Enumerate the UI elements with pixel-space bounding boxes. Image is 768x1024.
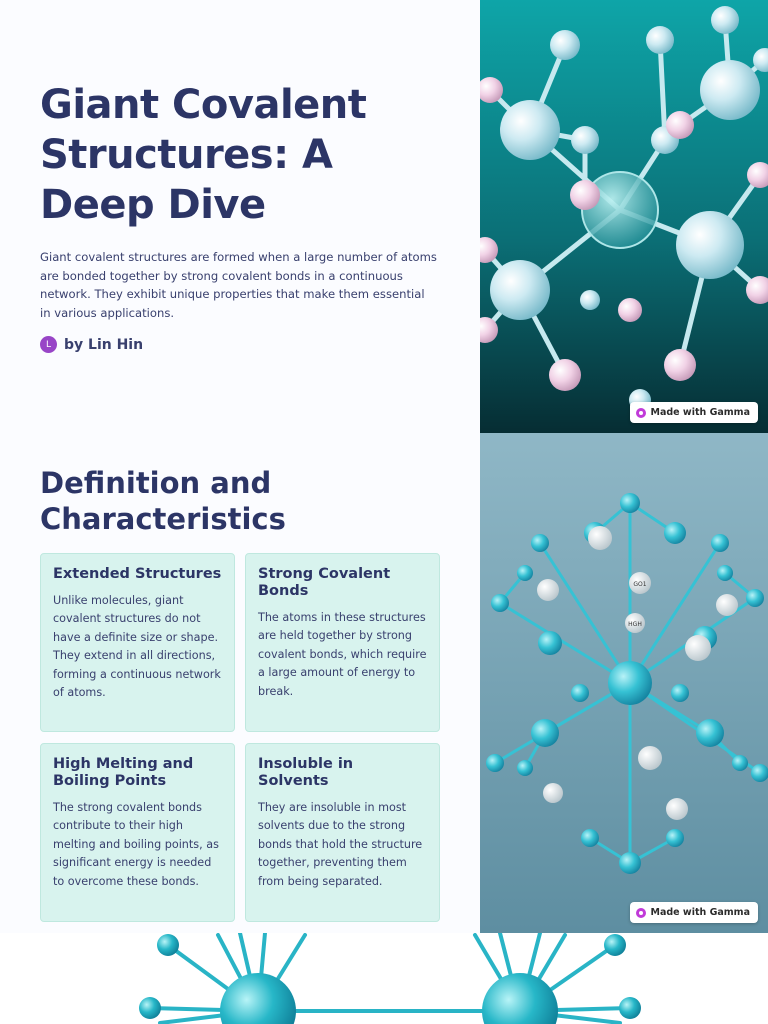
badge-label: Made with Gamma	[650, 407, 750, 418]
made-with-gamma-badge[interactable]	[630, 402, 758, 423]
characteristics-grid	[40, 553, 440, 922]
definition-slide	[0, 433, 480, 933]
molecule-illustration	[480, 0, 768, 433]
gamma-logo-icon	[636, 408, 646, 418]
card-high-melting-boiling	[40, 743, 235, 922]
card-strong-covalent-bonds	[245, 553, 440, 732]
lattice-illustration	[480, 433, 768, 933]
title-slide	[0, 0, 768, 433]
atom-label-hgh-text: HGH	[628, 621, 642, 628]
intro-paragraph: Giant covalent structures are formed when a large number of atoms are bonded together by strong covalent bonds in a continuous network. They exhibit unique properties that make them essential in various applications.	[40, 250, 437, 320]
avatar: L	[40, 336, 57, 353]
molecule-banner-image	[0, 933, 768, 1024]
card-body: The strong covalent bonds contribute to their high melting and boiling points, as significant energy is needed to overcome these bonds.	[53, 801, 219, 888]
title-content	[40, 80, 440, 353]
atom-label-go1-text: GO1	[633, 581, 647, 588]
section-title: Definition and Characteristics	[40, 466, 286, 536]
author-name: by Lin Hin	[64, 336, 144, 353]
card-body: Unlike molecules, giant covalent structures do not have a definite size or shape. They extend in all directions, forming a continuous network of atoms.	[53, 594, 221, 700]
author-byline	[40, 336, 440, 353]
card-body: The atoms in these structures are held together by strong covalent bonds, which require a large amount of energy to break.	[258, 611, 427, 698]
card-title: Extended Structures	[53, 566, 222, 582]
page-title: Giant Covalent Structures: A Deep Dive	[40, 82, 367, 228]
card-insoluble-solvents	[245, 743, 440, 922]
made-with-gamma-badge[interactable]	[630, 902, 758, 923]
molecular-network-image	[480, 0, 768, 433]
badge-label: Made with Gamma	[650, 907, 750, 918]
card-extended-structures	[40, 553, 235, 732]
card-body: They are insoluble in most solvents due to the strong bonds that hold the structure together, preventing them from being separated.	[258, 801, 423, 888]
next-slide-preview	[0, 933, 768, 1024]
card-title: Strong Covalent Bonds	[258, 566, 391, 599]
gamma-logo-icon	[636, 908, 646, 918]
lattice-network-image	[480, 433, 768, 933]
card-title: High Melting and Boiling Points	[53, 756, 194, 789]
card-title: Insoluble in Solvents	[258, 756, 354, 789]
